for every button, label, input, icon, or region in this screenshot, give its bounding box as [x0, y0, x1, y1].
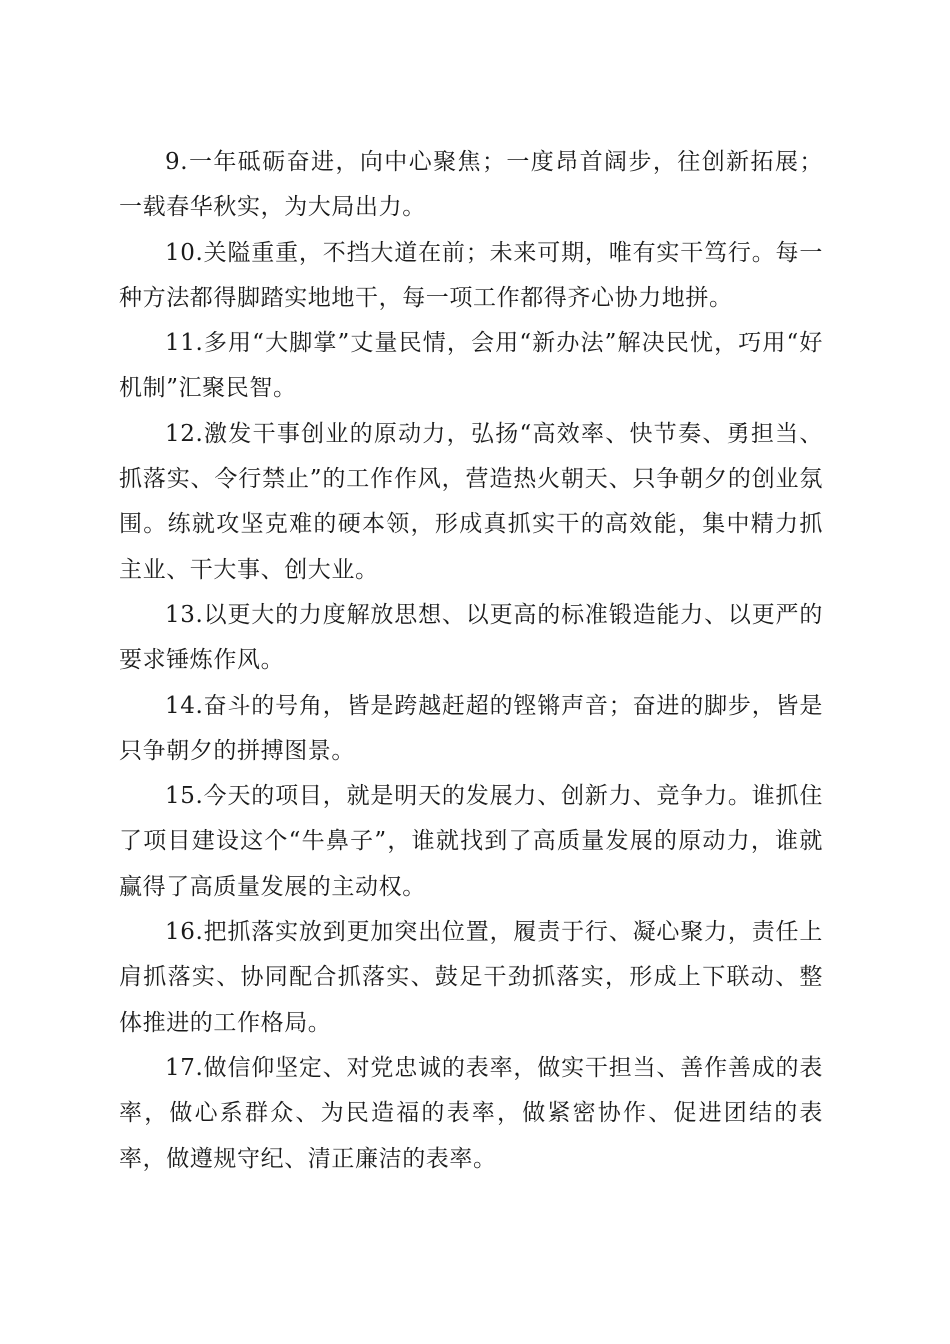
paragraph-12: 12.激发干事创业的原动力，弘扬“高效率、快节奏、勇担当、抓落实、令行禁止”的工作作风，营造热火朝天、只争朝夕的创业氛围。练就攻坚克难的硬本领，形成真抓实干的高效能，集中精力抓主业、干大事、创大业。 — [119, 420, 823, 583]
paragraph-15: 15.今天的项目，就是明天的发展力、创新力、竞争力。谁抓住了项目建设这个“牛鼻子”，谁就找到了高质量发展的原动力，谁就赢得了高质量发展的主动权。 — [119, 783, 823, 900]
paragraph-14: 14.奋斗的号角，皆是跨越赶超的铿锵声音；奋进的脚步，皆是只争朝夕的拼搏图景。 — [119, 692, 823, 764]
paragraph-11: 11.多用“大脚掌”丈量民情，会用“新办法”解决民忧，巧用“好机制”汇聚民智。 — [119, 330, 823, 402]
paragraph-10: 10.关隘重重，不挡大道在前；未来可期，唯有实干笃行。每一种方法都得脚踏实地地干，每一项工作都得齐心协力地拼。 — [119, 239, 823, 311]
document-body — [119, 140, 823, 1182]
paragraph-17: 17.做信仰坚定、对党忠诚的表率，做实干担当、善作善成的表率，做心系群众、为民造福的表率，做紧密协作、促进团结的表率，做遵规守纪、清正廉洁的表率。 — [119, 1054, 823, 1172]
paragraph-16: 16.把抓落实放到更加突出位置，履责于行、凝心聚力，责任上肩抓落实、协同配合抓落实、鼓足干劲抓落实，形成上下联动、整体推进的工作格局。 — [119, 919, 823, 1036]
paragraph-9: 9.一年砥砺奋进，向中心聚焦；一度昂首阔步，往创新拓展；一载春华秋实，为大局出力。 — [119, 149, 823, 221]
paragraph-13: 13.以更大的力度解放思想、以更高的标准锻造能力、以更严的要求锤炼作风。 — [119, 601, 823, 674]
